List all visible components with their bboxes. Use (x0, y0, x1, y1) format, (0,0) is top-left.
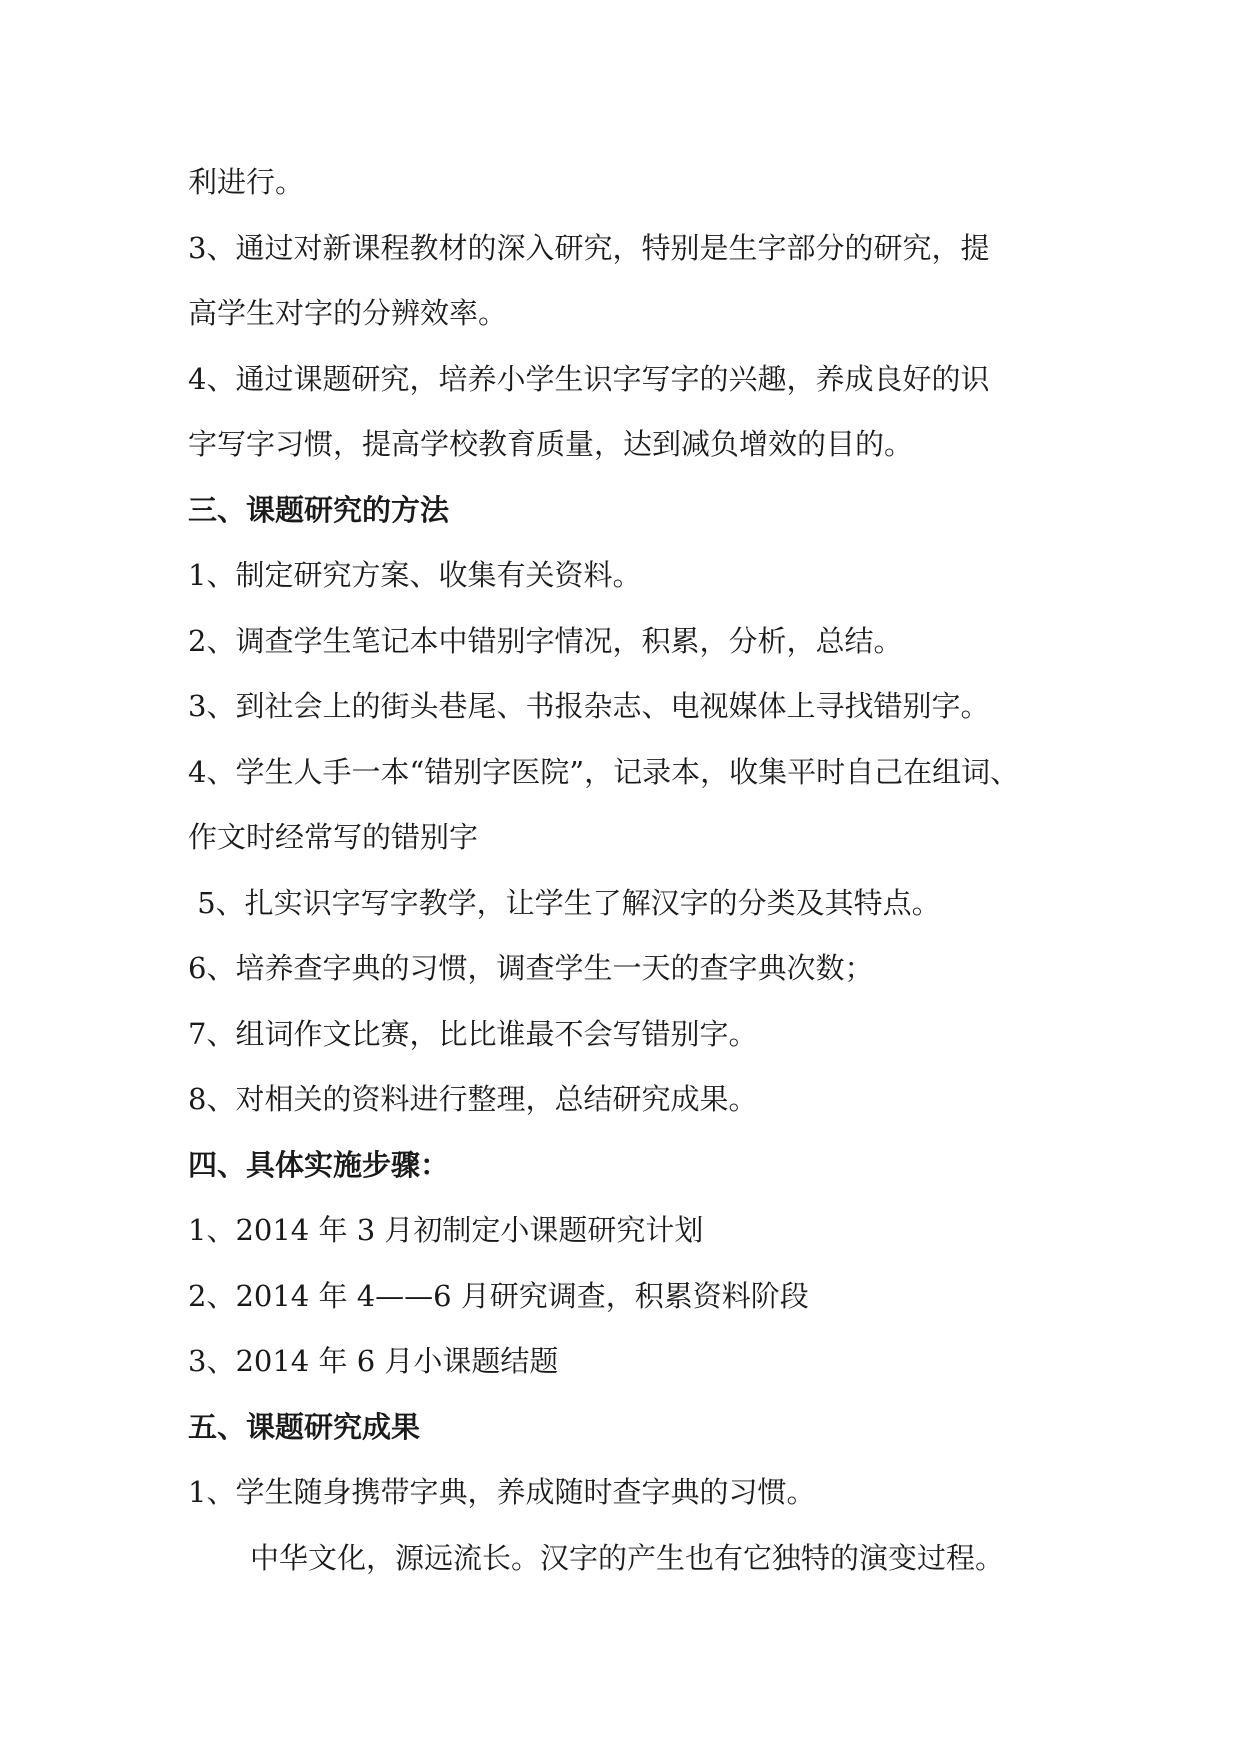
text-line: 7、组词作文比赛，比比谁最不会写错别字。 (188, 1016, 758, 1051)
text-line: 4、学生人手一本“错别字医院”，记录本，收集平时自己在组词、 (188, 754, 1020, 789)
text-line: 字写字习惯，提高学校教育质量，达到减负增效的目的。 (188, 427, 914, 461)
paragraph-line: 中华文化，源远流长。汉字的产生也有它独特的演变过程。 (250, 1540, 1005, 1575)
text-line: 1、2014 年 3 月初制定小课题研究计划 (188, 1213, 704, 1247)
text-line: 5、扎实识字写字教学，让学生了解汉字的分类及其特点。 (188, 885, 941, 920)
text-line: 4、通过课题研究，培养小学生识字写字的兴趣，养成良好的识 (188, 361, 990, 396)
section-heading: 五、课题研究成果 (188, 1409, 421, 1444)
text-line: 6、培养查字典的习惯，调查学生一天的查字典次数； (188, 951, 874, 985)
text-line: 作文时经常写的错别字 (188, 820, 479, 854)
section-heading: 三、课题研究的方法 (188, 492, 450, 527)
text-line: 3、2014 年 6 月小课题结题 (188, 1344, 559, 1378)
section-heading: 四、具体实施步骤： (188, 1147, 450, 1182)
text-line: 1、学生随身携带字典，养成随时查字典的习惯。 (188, 1475, 816, 1509)
text-line: 2、2014 年 4——6 月研究调查，积累资料阶段 (188, 1278, 809, 1313)
text-line: 1、制定研究方案、收集有关资料。 (188, 558, 642, 592)
document-body (188, 150, 1068, 1591)
text-line: 8、对相关的资料进行整理，总结研究成果。 (188, 1082, 758, 1116)
text-line: 2、调查学生笔记本中错别字情况，积累，分析，总结。 (188, 623, 903, 658)
text-line: 3、到社会上的街头巷尾、书报杂志、电视媒体上寻找错别字。 (188, 689, 990, 723)
text-line: 3、通过对新课程教材的深入研究，特别是生字部分的研究，提 (188, 230, 990, 265)
text-line: 高学生对字的分辨效率。 (188, 296, 508, 330)
text-line: 利进行。 (188, 165, 305, 199)
